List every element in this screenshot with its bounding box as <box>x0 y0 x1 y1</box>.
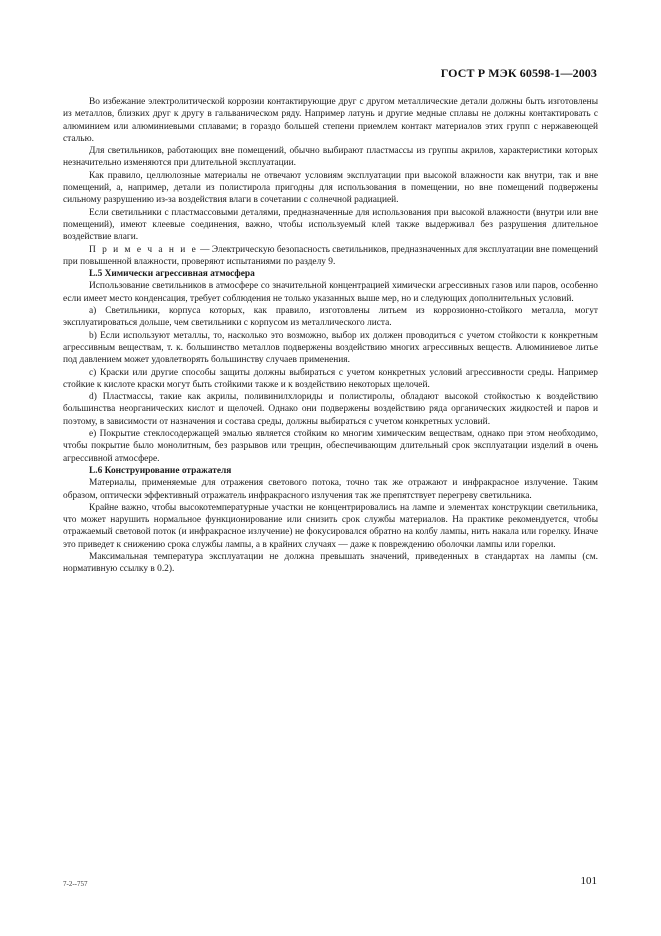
note-text: — Электрическую безопасность светильников, предназначенных для эксплуатации вне помещений при повышенной влажности, проверяют испытаниями по разделу 9. <box>63 244 599 267</box>
section-heading-l6: L.6 Конструирование отражателя <box>89 465 232 476</box>
note-paragraph <box>63 244 598 269</box>
paragraph: Использование светильников в атмосфере со значительной концентрацией химически агрессивных газов или паров, особенно если имеет место конденсация, требует соблюдения не только указанных выше мер, но и следующих дополнительных условий. <box>63 281 598 304</box>
list-item: a) Светильники, корпуса которых, как правило, изготовлены литьем из коррозионно-стойкого металла, могут эксплуатироваться дольше, чем светильники с корпусом из металлического листа. <box>63 306 598 329</box>
list-item: e) Покрытие стеклосодержащей эмалью является стойким ко многим химическим веществам, однако при этом необходимо, чтобы покрытие было монолитным, без разрывов или трещин, обеспечивающим длительный срок эксплуатации изделий в очень агрессивной атмосфере. <box>63 429 598 464</box>
page-number: 101 <box>580 875 597 887</box>
paragraph: Во избежание электролитической коррозии контактирующие друг с другом металлические детали должны быть изготовлены из металлов, близких друг к другу в гальваническом ряду. Например латунь и другие медные сплавы не должны контактировать с алюминием или алюминиевыми сплавами; в гораздо большей степени приемлем контакт материалов этих групп с нержавеющей сталью. <box>63 97 598 144</box>
list-item: c) Краски или другие способы защиты должны выбираться с учетом конкретных условий агрессивности среды. Например стойкие к кислоте краски могут быть стойкими также и к воздействию некоторых щелочей. <box>63 367 598 390</box>
paragraph: Для светильников, работающих вне помещений, обычно выбирают пластмассы из группы акрилов, характеристики которых незначительно изменяются при длительной эксплуатации. <box>63 146 598 169</box>
paragraph: Как правило, целлюлозные материалы не отвечают условиям эксплуатации при высокой влажности как внутри, так и вне помещений, а, например, детали из полистирола пригодны для использования в помещении, но вне помещений подвержены сильному разрушению из-за воздействия влаги в сочетании с солнечной радиацией. <box>63 170 598 206</box>
list-item: b) Если используют металлы, то, насколько это возможно, выбор их должен проводиться с учетом стойкости к конкретным агрессивным веществам, т. к. большинство металлов подвержены воздействию многих агрессивных веществ. Алюминиевое литье под давлением может удовлетворять большинству случаев применения. <box>63 330 598 366</box>
section-heading-l5: L.5 Химически агрессивная атмосфера <box>89 269 255 280</box>
paragraph: Если светильники с пластмассовыми деталями, предназначенные для использования при высокой влажности (внутри или вне помещений), имеют клеевые соединения, важно, чтобы используемый клей также выдерживал без разрушения длительное воздействие влаги. <box>63 207 598 243</box>
standard-header: ГОСТ Р МЭК 60598-1—2003 <box>440 66 597 80</box>
paragraph: Крайне важно, чтобы высокотемпературные участки не концентрировались на лампе и элементах конструкции светильника, что может нарушить нормальное функционирование или снизить срок службы материалов. На практике рекомендуется, чтобы отражаемый световой поток (и инфракрасное излучение) не фокусировался обратно на колбу лампы, нить накала или горелку. Иначе это приведет к снижению срока службы лампы, а в крайних случаях — даже к повреждению оболочки лампы или горелки. <box>63 502 598 550</box>
note-label: П р и м е ч а н и е <box>89 244 198 255</box>
paragraph: Максимальная температура эксплуатации не должна превышать значений, приведенных в стандартах на лампы (см. нормативную ссылку в 0.2). <box>63 551 598 575</box>
page-body <box>63 96 598 576</box>
print-code: 7-2--757 <box>63 880 88 888</box>
list-item: d) Пластмассы, такие как акрилы, поливинилхлориды и полистиролы, обладают высокой стойкостью к воздействию большинства неорганических кислот и щелочей. Однако они подвержены воздействию ряда органических жидкостей и паров и поэтому, в зависимости от назначения и состава среды, должны выбираться с учетом конкретных условий. <box>63 392 598 427</box>
paragraph: Материалы, применяемые для отражения светового потока, точно так же отражают и инфракрасное излучение. Таким образом, оптически эффективный отражатель инфракрасного излучения так же препятствует перегреву светильника. <box>63 478 598 501</box>
